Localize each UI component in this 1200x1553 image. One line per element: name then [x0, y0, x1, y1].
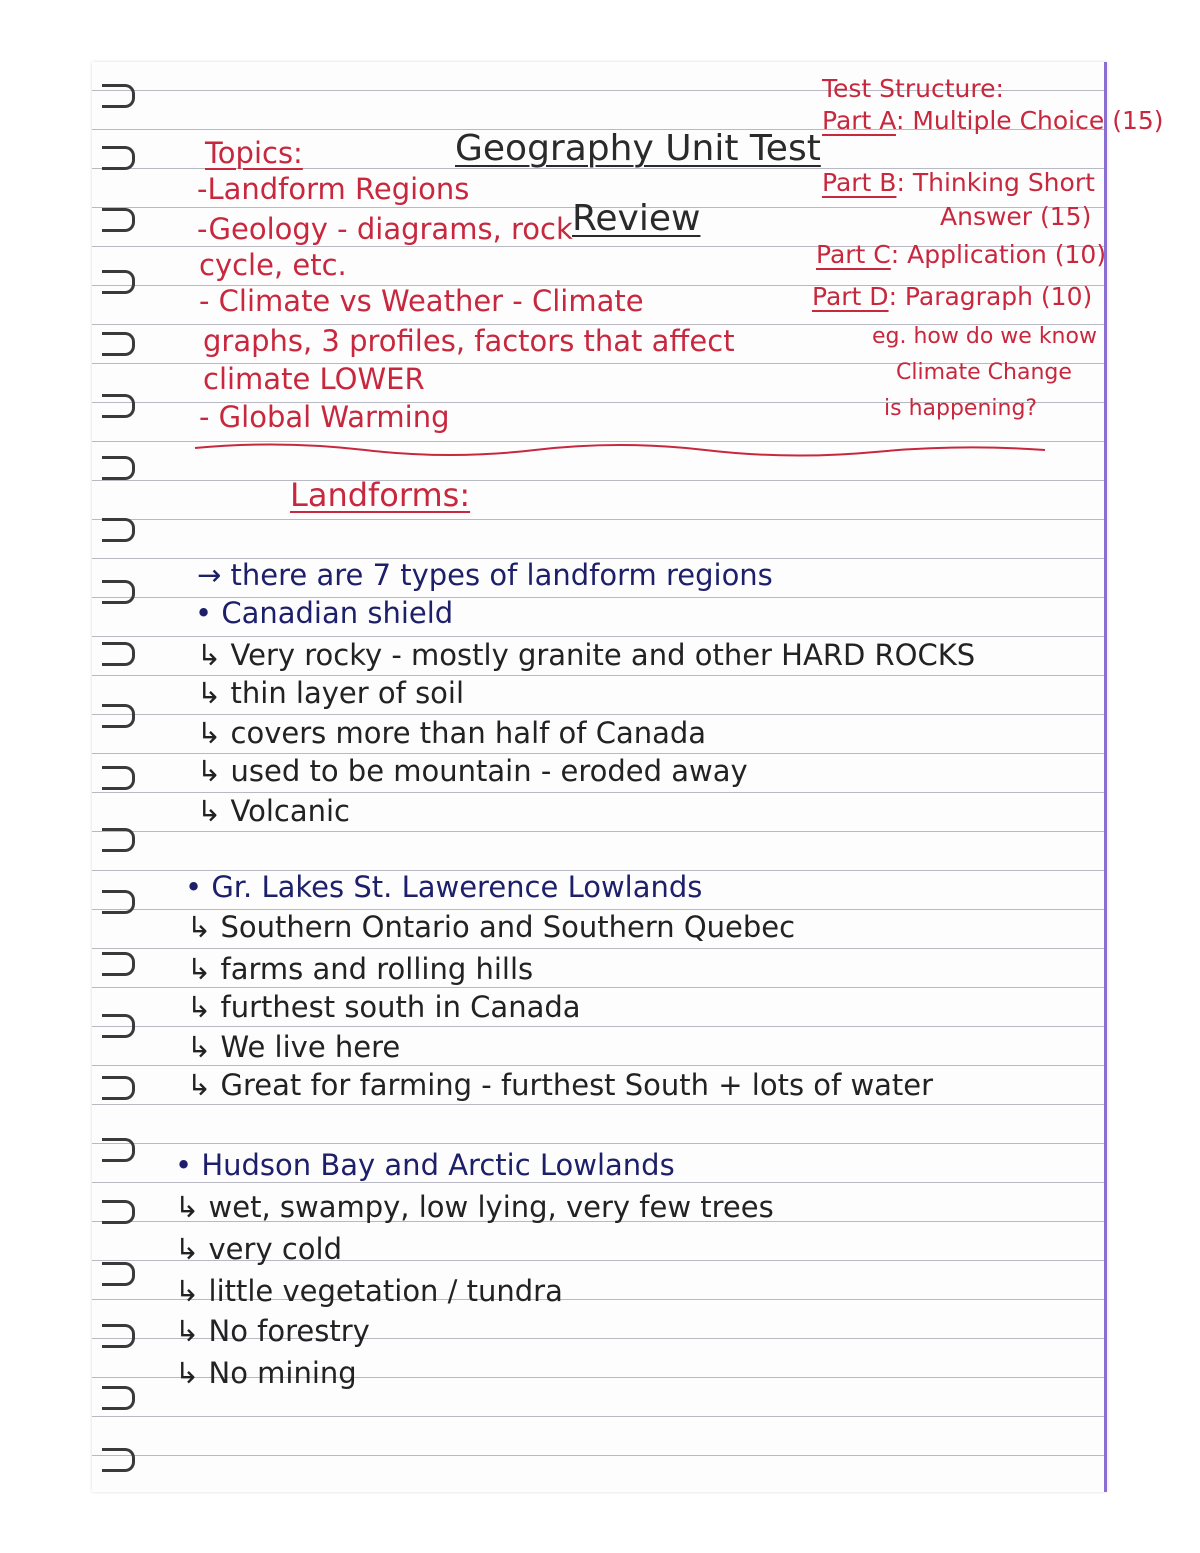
ruled-line	[92, 1104, 1104, 1105]
list-item: ↳ wet, swampy, low lying, very few trees	[175, 1190, 774, 1224]
ruled-line	[92, 987, 1104, 988]
spiral-ring	[102, 642, 135, 666]
part-b-text-2: Answer (15)	[940, 202, 1092, 231]
list-item: ↳ furthest south in Canada	[187, 990, 581, 1024]
part-b	[822, 168, 1095, 197]
ruled-line	[92, 948, 1104, 949]
structure-note: Climate Change	[896, 360, 1072, 385]
list-item: ↳ No forestry	[175, 1314, 370, 1348]
list-item: ↳ No mining	[175, 1356, 357, 1390]
landforms-intro: → there are 7 types of landform regions	[197, 558, 773, 592]
page-subtitle: Review	[572, 198, 701, 239]
list-item: ↳ very cold	[175, 1232, 342, 1266]
spiral-ring	[102, 270, 135, 294]
list-item: ↳ covers more than half of Canada	[197, 716, 707, 750]
spiral-ring	[102, 1386, 135, 1410]
ruled-line	[92, 1026, 1104, 1027]
list-item: ↳ Southern Ontario and Southern Quebec	[187, 910, 796, 944]
topic-line: climate LOWER	[203, 362, 425, 396]
part-a-text: : Multiple Choice (15)	[895, 106, 1164, 135]
topic-line: -Geology - diagrams, rock	[197, 212, 573, 246]
section-title: • Canadian shield	[195, 596, 454, 630]
topics-heading: Topics:	[205, 136, 303, 170]
ruled-line	[92, 480, 1104, 481]
structure-note: is happening?	[884, 396, 1038, 421]
spiral-ring	[102, 208, 135, 232]
list-item: ↳ Great for farming - furthest South + lots of water	[187, 1068, 934, 1102]
spiral-ring	[102, 1448, 135, 1472]
part-d-label: Part D	[812, 282, 889, 311]
spiral-ring	[102, 1262, 135, 1286]
page-title: Geography Unit Test	[455, 128, 821, 169]
spiral-ring	[102, 828, 135, 852]
spiral-ring	[102, 332, 135, 356]
spiral-ring	[102, 1138, 135, 1162]
part-a	[822, 106, 1164, 135]
ruled-line	[92, 1416, 1104, 1417]
part-c	[816, 240, 1106, 269]
ruled-line	[92, 636, 1104, 637]
spiral-ring	[102, 580, 135, 604]
spiral-ring	[102, 1200, 135, 1224]
ruled-line	[92, 831, 1104, 832]
list-item: ↳ Volcanic	[197, 794, 351, 828]
spiral-binding	[92, 62, 152, 1492]
ruled-line	[92, 792, 1104, 793]
part-d-text: : Paragraph (10)	[888, 282, 1093, 311]
topic-line: cycle, etc.	[199, 248, 347, 282]
part-b-text: : Thinking Short	[896, 168, 1095, 197]
spiral-ring	[102, 1014, 135, 1038]
section-title: • Gr. Lakes St. Lawerence Lowlands	[185, 870, 703, 904]
list-item: ↳ We live here	[187, 1030, 401, 1064]
spiral-ring	[102, 394, 135, 418]
spiral-ring	[102, 890, 135, 914]
list-item: ↳ farms and rolling hills	[187, 952, 534, 986]
list-item: ↳ used to be mountain - eroded away	[197, 754, 748, 788]
topic-line: - Global Warming	[199, 400, 450, 434]
list-item: ↳ little vegetation / tundra	[175, 1274, 563, 1308]
topic-line: - Climate vs Weather - Climate	[199, 284, 644, 318]
ruled-line	[92, 714, 1104, 715]
section-title: • Hudson Bay and Arctic Lowlands	[175, 1148, 675, 1182]
spiral-ring	[102, 146, 135, 170]
ruled-line	[92, 1182, 1104, 1183]
topic-line: -Landform Regions	[197, 172, 470, 206]
landforms-heading: Landforms:	[290, 476, 471, 514]
spiral-ring	[102, 1324, 135, 1348]
part-b-label: Part B	[822, 168, 897, 197]
spiral-ring	[102, 766, 135, 790]
spiral-ring	[102, 84, 135, 108]
structure-note: eg. how do we know	[872, 324, 1097, 349]
list-item: ↳ thin layer of soil	[197, 676, 465, 710]
spiral-ring	[102, 1076, 135, 1100]
spiral-ring	[102, 952, 135, 976]
spiral-ring	[102, 704, 135, 728]
ruled-line	[92, 1143, 1104, 1144]
ruled-line	[92, 519, 1104, 520]
test-structure-heading: Test Structure:	[822, 74, 1004, 103]
topic-line: graphs, 3 profiles, factors that affect	[203, 324, 735, 358]
list-item: ↳ Very rocky - mostly granite and other HARD ROCKS	[197, 638, 976, 672]
part-c-label: Part C	[816, 240, 891, 269]
part-d	[812, 282, 1092, 311]
part-c-text: : Application (10)	[890, 240, 1107, 269]
ruled-line	[92, 1065, 1104, 1066]
spiral-ring	[102, 518, 135, 542]
part-a-label: Part A	[822, 106, 896, 135]
wavy-divider	[100, 438, 1100, 468]
ruled-line	[92, 1455, 1104, 1456]
